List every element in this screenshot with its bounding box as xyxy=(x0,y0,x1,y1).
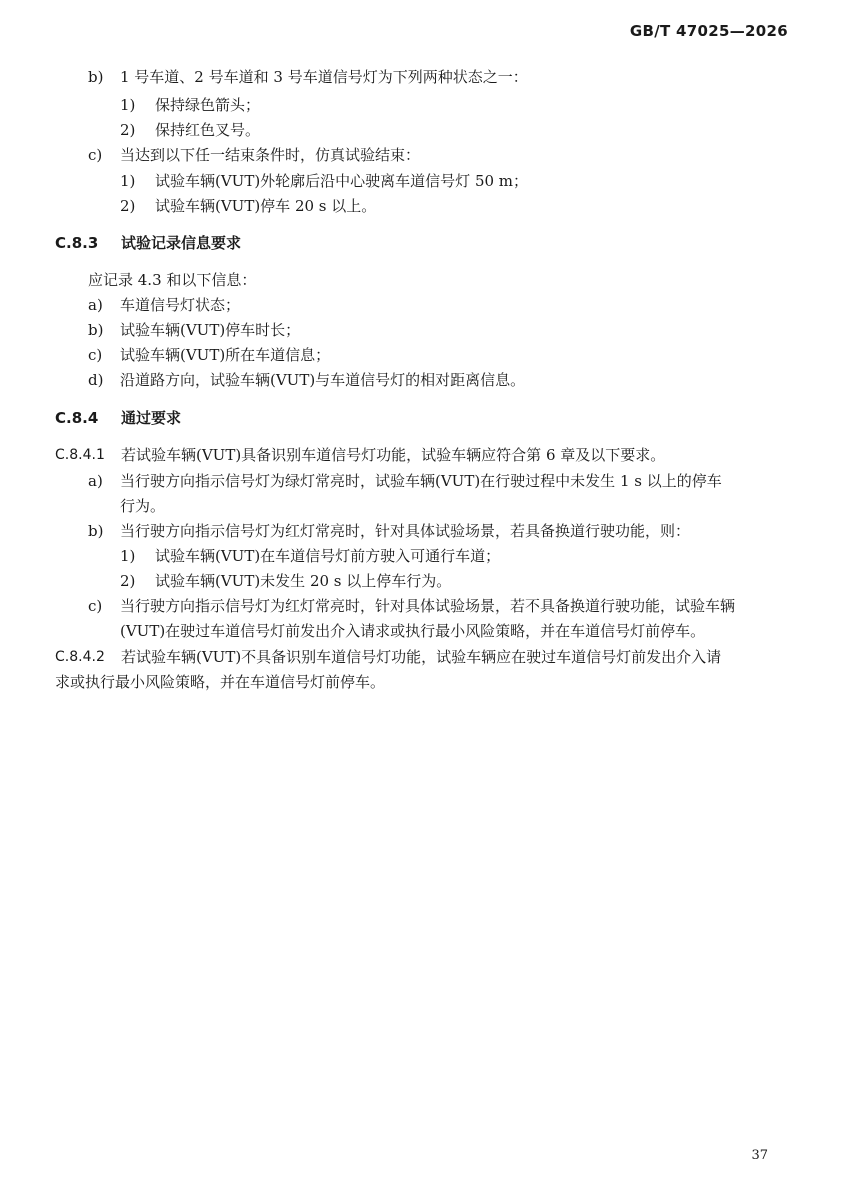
section-heading xyxy=(55,408,181,428)
sub-list-item-text: 保持红色叉号。 xyxy=(155,121,261,139)
list-marker: a) xyxy=(88,296,103,314)
sub-list-item-text: 保持绿色箭头； xyxy=(155,96,261,114)
list-marker: c) xyxy=(88,346,103,364)
section-title: 通过要求 xyxy=(121,409,182,427)
list-marker: b) xyxy=(88,522,104,540)
sub-list-marker: 2) xyxy=(120,572,136,590)
sub-list-marker: 2) xyxy=(120,197,136,215)
list-marker: d) xyxy=(88,371,104,389)
section-heading xyxy=(55,233,241,253)
list-item-text: 当行驶方向指示信号灯为绿灯常亮时，试验车辆(VUT)在行驶过程中未发生 1 s 以上的停车 xyxy=(120,472,722,490)
clause-text-continued: 求或执行最小风险策略，并在车道信号灯前停车。 xyxy=(55,673,386,691)
list-item-text: 试验车辆(VUT)所在车道信息； xyxy=(120,346,331,364)
section-number: C.8.4 xyxy=(55,409,99,427)
sub-list-marker: 1) xyxy=(120,172,136,190)
page-number: 37 xyxy=(751,1148,768,1163)
list-marker: b) xyxy=(88,68,104,86)
clause-number: C.8.4.2 xyxy=(55,649,105,665)
sub-list-marker: 1) xyxy=(120,96,136,114)
sub-list-marker: 2) xyxy=(120,121,136,139)
standard-number: GB/T 47025—2026 xyxy=(629,22,788,40)
list-item-text: 1 号车道、2 号车道和 3 号车道信号灯为下列两种状态之一： xyxy=(120,68,528,86)
sub-list-item-text: 试验车辆(VUT)停车 20 s 以上。 xyxy=(155,197,377,215)
list-item-text: 当行驶方向指示信号灯为红灯常亮时，针对具体试验场景，若具备换道行驶功能，则： xyxy=(120,522,691,540)
paragraph: 应记录 4.3 和以下信息： xyxy=(88,271,257,289)
list-item-text: 沿道路方向，试验车辆(VUT)与车道信号灯的相对距离信息。 xyxy=(120,371,526,389)
list-item-text-continued: 行为。 xyxy=(120,497,166,515)
sub-list-item-text: 试验车辆(VUT)未发生 20 s 以上停车行为。 xyxy=(155,572,452,590)
sub-list-item-text: 试验车辆(VUT)外轮廓后沿中心驶离车道信号灯 50 m； xyxy=(155,172,529,190)
list-marker: b) xyxy=(88,321,104,339)
list-item-text: 试验车辆(VUT)停车时长； xyxy=(120,321,301,339)
sub-list-marker: 1) xyxy=(120,547,136,565)
list-item-text: 车道信号灯状态； xyxy=(120,296,241,314)
clause-text: 若试验车辆(VUT)具备识别车道信号灯功能，试验车辆应符合第 6 章及以下要求。 xyxy=(121,446,666,464)
list-marker: c) xyxy=(88,146,103,164)
list-item-text: 当达到以下任一结束条件时，仿真试验结束： xyxy=(120,146,421,164)
list-item-text: 当行驶方向指示信号灯为红灯常亮时，针对具体试验场景，若不具备换道行驶功能，试验车辆 xyxy=(120,597,736,615)
list-item-text-continued: (VUT)在驶过车道信号灯前发出介入请求或执行最小风险策略，并在车道信号灯前停车。 xyxy=(120,622,706,640)
section-number: C.8.3 xyxy=(55,234,99,252)
list-marker: c) xyxy=(88,597,103,615)
list-marker: a) xyxy=(88,472,103,490)
clause-number: C.8.4.1 xyxy=(55,447,105,463)
sub-list-item-text: 试验车辆(VUT)在车道信号灯前方驶入可通行车道； xyxy=(155,547,501,565)
section-title: 试验记录信息要求 xyxy=(121,234,242,252)
clause-text: 若试验车辆(VUT)不具备识别车道信号灯功能，试验车辆应在驶过车道信号灯前发出介入请 xyxy=(121,648,722,666)
